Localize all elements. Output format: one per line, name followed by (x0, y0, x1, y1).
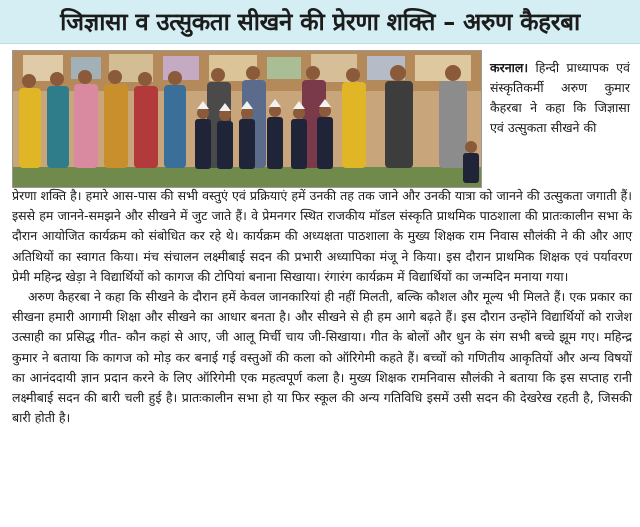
article-body (12, 186, 632, 428)
group-photo (12, 50, 482, 188)
group-photo-icon (13, 51, 482, 188)
side-column-text (490, 58, 630, 138)
dateline: करनाल। (490, 60, 529, 75)
article-paragraph-2: अरुण कैहरबा ने कहा कि सीखने के दौरान हमें केवल जानकारियां ही नहीं मिलती, बल्कि कौशल और मूल्य भी मिलते हैं। एक प्रकार का सीखना हमारी आगामी शिक्षा और सीखने का आधार बनता है। और सीखने से ही हम आगे बढ़ते हैं। इस दौरान उन्होंने विद्यार्थियों को राजेश उत्साही का प्रसिद्ध गीत- कौन कहां से आए, जी आलू मिर्ची चाय जी-सिखाया। गीत के बोलों और धुन के संग सभी बच्चे झूम गए। महिन्द्र कुमार ने बताया कि कागज को मोड़ कर बनाई गई वस्तुओं की कला को ऑरिगेमी कहते हैं। बच्चों को गणितीय आकृतियों और अन्य विषयों का आनंददायी ज्ञान प्रदान करने के लिए ऑरिगेमी एक महत्वपूर्ण कला है। मुख्य शिक्षक रामनिवास सौलंकी ने बताया कि इस सप्ताह रानी लक्ष्मीबाई सदन की बारी चली हुई है। प्रातःकालीन सभा हो या फिर स्कूल की अन्य गतिविधि इसमें उसी सदन की देखरेख रहती है, जिसकी बारी होती है। (12, 289, 632, 426)
headline: जिज्ञासा व उत्सुकता सीखने की प्रेरणा शक्ति – अरुण कैहरबा (0, 0, 640, 44)
side-text: हिन्दी प्राध्यापक एवं संस्कृतिकर्मी अरुण कुमार कैहरबा ने कहा कि जिज्ञासा एवं उत्सुकता सीखने की (490, 60, 630, 135)
article-paragraph-1: प्रेरणा शक्ति है। हमारे आस-पास की सभी वस्तुएं एवं प्रक्रियाएं हमें उनकी तह तक जाने और उनकी यात्रा को जानने की उत्सुकता जगाती हैं। इससे हम जानने-समझने और सीखने में जुट जाते हैं। वे प्रेमनगर स्थित राजकीय मॉडल संस्कृति प्राथमिक पाठशाला की प्रातःकालीन सभा के दौरान आयोजित कार्यक्रम को संबोधित कर रहे थे। कार्यक्रम की अध्यक्षता पाठशाला के मुख्य शिक्षक राम निवास सौलंकी ने की और आए अतिथियों का स्वागत किया। मंच संचालन लक्ष्मीबाई सदन की प्रभारी अध्यापिका मंजू ने किया। इस दौरान प्राथमिक शिक्षक एवं पर्यावरण प्रेमी महिन्द्र खेड़ा ने विद्यार्थियों को कागज की टोपियां बनाना सिखाया। रंगारंग कार्यक्रम में विद्यार्थियों का जन्मदिन मनाया गया। (12, 188, 632, 284)
